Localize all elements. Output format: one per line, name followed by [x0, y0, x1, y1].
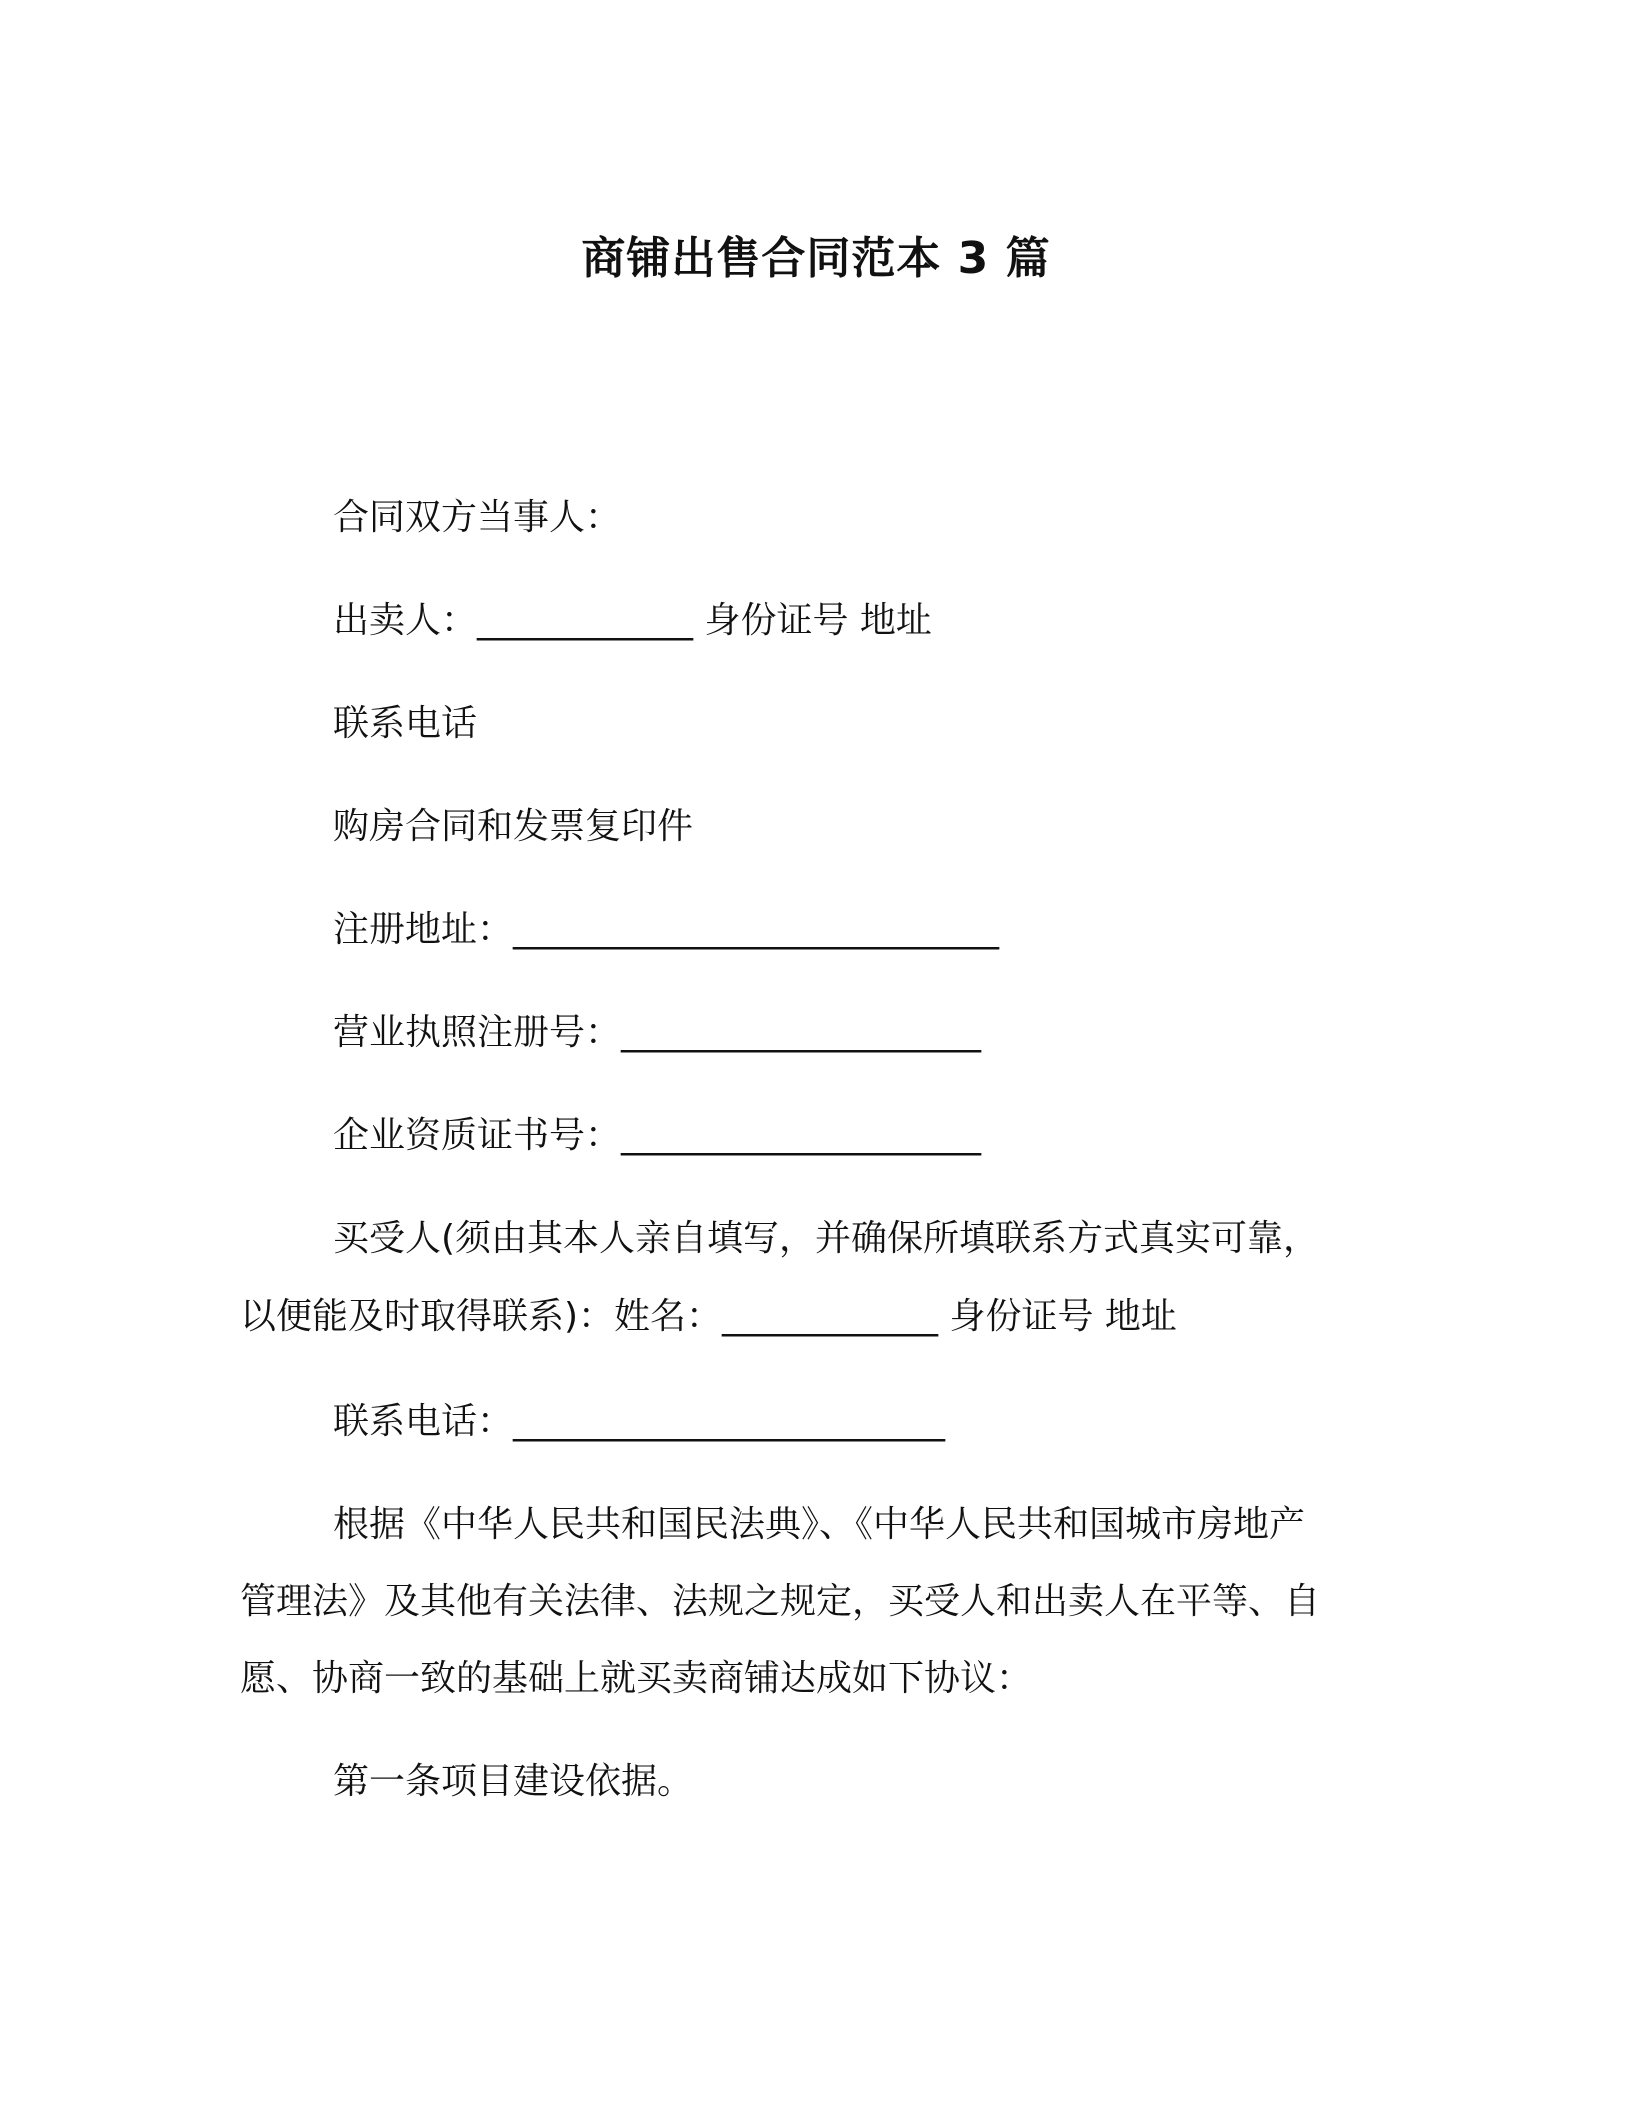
- seller-phone-line: 联系电话: [333, 703, 478, 744]
- registered-address-line: 注册地址：___________________________: [333, 909, 1000, 950]
- purchase-docs-line: 购房合同和发票复印件: [333, 806, 694, 847]
- article-one-heading: 第一条项目建设依据。: [333, 1761, 694, 1802]
- document-title: 商铺出售合同范本 3 篇: [581, 233, 1051, 284]
- buyer-line-2: 以便能及时取得联系)：姓名：____________ 身份证号 地址: [240, 1296, 1177, 1337]
- parties-heading: 合同双方当事人：: [333, 497, 622, 538]
- qualification-cert-line: 企业资质证书号：____________________: [333, 1115, 982, 1156]
- legal-basis-line-2: 管理法》及其他有关法律、法规之规定，买受人和出卖人在平等、自: [240, 1581, 1321, 1622]
- legal-basis-line-3: 愿、协商一致的基础上就买卖商铺达成如下协议：: [240, 1658, 1033, 1699]
- seller-line: 出卖人：____________ 身份证号 地址: [333, 600, 932, 641]
- buyer-line-1: 买受人(须由其本人亲自填写，并确保所填联系方式真实可靠，: [333, 1218, 1320, 1259]
- buyer-phone-line: 联系电话：________________________: [333, 1401, 946, 1442]
- business-license-line: 营业执照注册号：____________________: [333, 1012, 982, 1053]
- legal-basis-line-1: 根据《中华人民共和国民法典》、《中华人民共和国城市房地产: [333, 1504, 1306, 1545]
